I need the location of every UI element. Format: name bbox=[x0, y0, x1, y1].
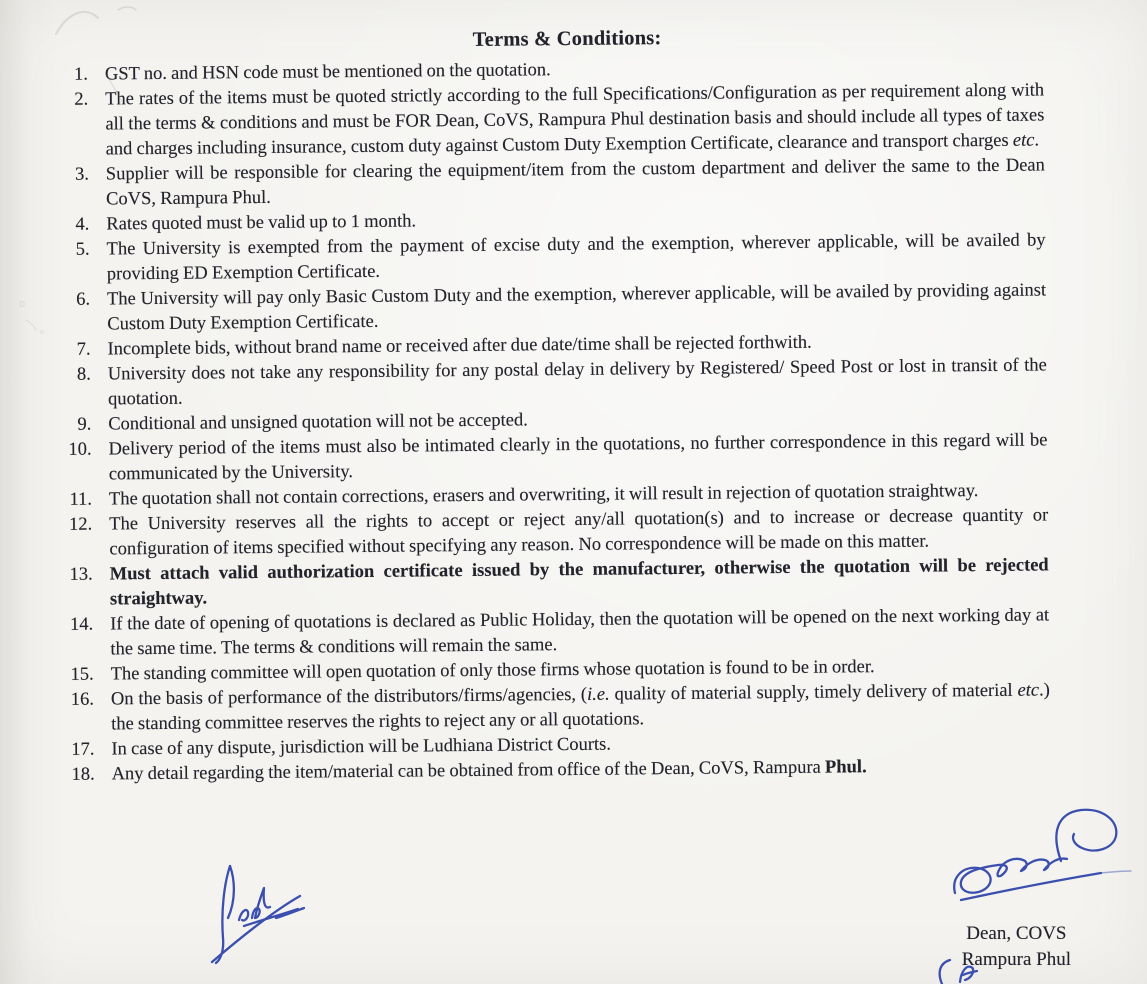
signatory-location: Rampura Phul bbox=[961, 949, 1071, 970]
term-number: 16. bbox=[70, 689, 95, 710]
term-text: The rates of the items must be quoted strictly according to the full Specifications/Configuration as per requirement along with all the terms & conditions and must be FOR Dean, CoVS, Rampura Phul destination basis and should include all types of taxes and charges including insurance, custom duty against Custom Duty Exemption Certificate, clearance and transport charges etc. bbox=[105, 80, 1045, 160]
term-number: 4. bbox=[75, 214, 90, 235]
term-number: 18. bbox=[71, 764, 95, 785]
term-text: Incomplete bids, without brand name or received after due date/time shall be rejected forthwith. bbox=[107, 332, 812, 360]
term-number: 13. bbox=[69, 564, 93, 585]
term-number: 6. bbox=[76, 289, 91, 310]
term-number: 5. bbox=[75, 239, 90, 260]
term-item-2 bbox=[50, 78, 1045, 163]
term-number: 7. bbox=[76, 339, 91, 360]
term-text: In case of any dispute, jurisdiction will be Ludhiana District Courts. bbox=[111, 734, 611, 760]
left-signature-image bbox=[192, 860, 332, 965]
term-text: The standing committee will open quotation of only those firms whose quotation is found to be in order. bbox=[110, 657, 875, 685]
term-text: Delivery period of the items must also be intimated clearly in the quotations, no further correspondence in this regard will be communicated by the University. bbox=[108, 430, 1048, 485]
term-text: The University is exempted from the payment of excise duty and the exemption, wherever applicable, will be availed by providing ED Exemption Certificate. bbox=[106, 230, 1046, 285]
term-number: 8. bbox=[76, 364, 91, 385]
term-number: 9. bbox=[77, 414, 92, 435]
term-number: 17. bbox=[71, 739, 95, 760]
document-title: Terms & Conditions: bbox=[472, 27, 662, 51]
term-text: The University reserves all the rights to accept or reject any/all quotation(s) and to increase or decrease quantity or configuration of items specified without specifying any reason. No correspondence will be made on this matter. bbox=[109, 505, 1049, 560]
term-text: Any detail regarding the item/material can be obtained from office of the Dean, CoVS, Rampura Phul. bbox=[111, 757, 867, 785]
term-text: University does not take any responsibility for any postal delay in delivery by Registered/ Speed Post or lost in transit of the quotation. bbox=[107, 355, 1047, 410]
term-number: 12. bbox=[69, 514, 93, 535]
term-text: On the basis of performance of the distributors/firms/agencies, (i.e. quality of material supply, timely delivery of material etc.) the standing committee reserves the rights to reject any or all quotations. bbox=[110, 680, 1050, 735]
term-number: 10. bbox=[68, 439, 92, 460]
signatory-designation: Dean, COVS bbox=[966, 923, 1067, 944]
term-text: Conditional and unsigned quotation will not be accepted. bbox=[108, 410, 528, 435]
partial-signature-mark-image bbox=[930, 958, 990, 984]
terms-list bbox=[0, 53, 1147, 789]
term-text: If the date of opening of quotations is declared as Public Holiday, then the quotation will be opened on the next working day at the same time. The terms & conditions will remain the same. bbox=[110, 605, 1050, 660]
term-number: 14. bbox=[69, 614, 94, 635]
term-number: 3. bbox=[74, 164, 89, 185]
term-text: Supplier will be responsible for clearing the equipment/item from the custom department and deliver the same to the Dean CoVS, Rampura Phul. bbox=[105, 155, 1045, 210]
term-number: 2. bbox=[74, 89, 89, 110]
term-text: The University will pay only Basic Custom Duty and the exemption, wherever applicable, will be availed by providing against Custom Duty Exemption Certificate. bbox=[106, 280, 1047, 335]
term-text: Must attach valid authorization certificate issued by the manufacturer, otherwise the quotation will be rejected straightway. bbox=[109, 555, 1049, 610]
term-text: Rates quoted must be valid up to 1 month. bbox=[106, 211, 417, 235]
term-text: GST no. and HSN code must be mentioned on the quotation. bbox=[104, 60, 551, 85]
term-number: 11. bbox=[69, 489, 93, 510]
dean-signature-image bbox=[943, 803, 1133, 915]
term-text: The quotation shall not contain corrections, erasers and overwriting, it will result in rejection of quotation straightway. bbox=[108, 481, 979, 510]
term-number: 15. bbox=[70, 664, 94, 685]
term-number: 1. bbox=[73, 64, 89, 85]
